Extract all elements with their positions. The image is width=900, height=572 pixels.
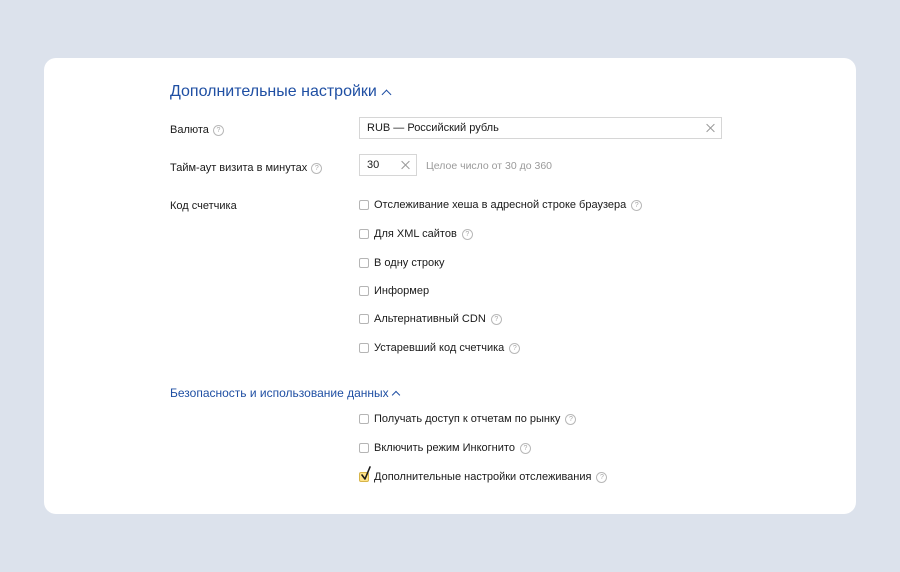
checkbox-checked[interactable] (359, 472, 369, 482)
checkbox[interactable] (359, 286, 369, 296)
checkbox-label: Получать доступ к отчетам по рынку (374, 413, 561, 425)
checkbox-informer[interactable] (359, 285, 429, 297)
security-section-title: Безопасность и использование данных (170, 386, 389, 400)
counter-code-label-row (170, 200, 237, 212)
checkbox-label: Альтернативный CDN (374, 313, 486, 325)
help-icon[interactable]: ? (631, 200, 642, 211)
checkbox-label: Информер (374, 285, 430, 297)
checkbox-legacy-code[interactable] (359, 342, 520, 354)
currency-label: Валюта (170, 124, 209, 136)
timeout-label-row (170, 162, 322, 174)
help-icon[interactable]: ? (462, 229, 473, 240)
checkbox[interactable] (359, 343, 369, 353)
help-icon[interactable]: ? (520, 443, 531, 454)
close-icon[interactable] (706, 124, 715, 133)
checkbox-label: В одну строку (374, 257, 445, 269)
checkbox-hash-tracking[interactable] (359, 199, 642, 211)
chevron-up-icon (381, 89, 391, 99)
advanced-settings-title: Дополнительные настройки (170, 83, 377, 100)
help-icon[interactable]: ? (213, 125, 224, 136)
settings-card (44, 58, 856, 514)
checkbox[interactable] (359, 314, 369, 324)
checkbox[interactable] (359, 443, 369, 453)
currency-value: RUB — Российский рубль (367, 122, 499, 134)
security-section-toggle[interactable] (170, 386, 399, 400)
checkbox-market-reports[interactable] (359, 413, 576, 425)
chevron-up-icon (391, 390, 399, 398)
timeout-input[interactable] (359, 154, 417, 176)
timeout-label: Тайм-аут визита в минутах (170, 162, 308, 174)
checkbox-label: Для XML сайтов (374, 228, 457, 240)
checkbox-alt-cdn[interactable] (359, 313, 502, 325)
timeout-hint: Целое число от 30 до 360 (426, 160, 553, 172)
advanced-settings-toggle[interactable] (170, 83, 390, 101)
checkbox-label: Устаревший код счетчика (374, 342, 505, 354)
checkbox-incognito[interactable] (359, 442, 531, 454)
counter-code-label: Код счетчика (170, 200, 237, 212)
currency-label-row (170, 124, 224, 136)
checkbox-label: Дополнительные настройки отслеживания (374, 471, 592, 483)
checkbox[interactable] (359, 414, 369, 424)
checkbox-label: Отслеживание хеша в адресной строке браузера (374, 199, 627, 211)
checkmark-icon (361, 466, 371, 482)
checkbox[interactable] (359, 258, 369, 268)
help-icon[interactable]: ? (565, 414, 576, 425)
timeout-value: 30 (367, 159, 380, 171)
checkbox-one-line[interactable] (359, 257, 445, 269)
help-icon[interactable]: ? (596, 472, 607, 483)
checkbox[interactable] (359, 229, 369, 239)
checkbox-xml-sites[interactable] (359, 228, 473, 240)
checkbox-extra-tracking[interactable] (359, 471, 607, 483)
checkbox-label: Включить режим Инкогнито (374, 442, 515, 454)
checkbox[interactable] (359, 200, 369, 210)
help-icon[interactable]: ? (491, 314, 502, 325)
help-icon[interactable]: ? (509, 343, 520, 354)
close-icon[interactable] (401, 161, 410, 170)
help-icon[interactable]: ? (311, 163, 322, 174)
currency-select[interactable] (359, 117, 722, 139)
